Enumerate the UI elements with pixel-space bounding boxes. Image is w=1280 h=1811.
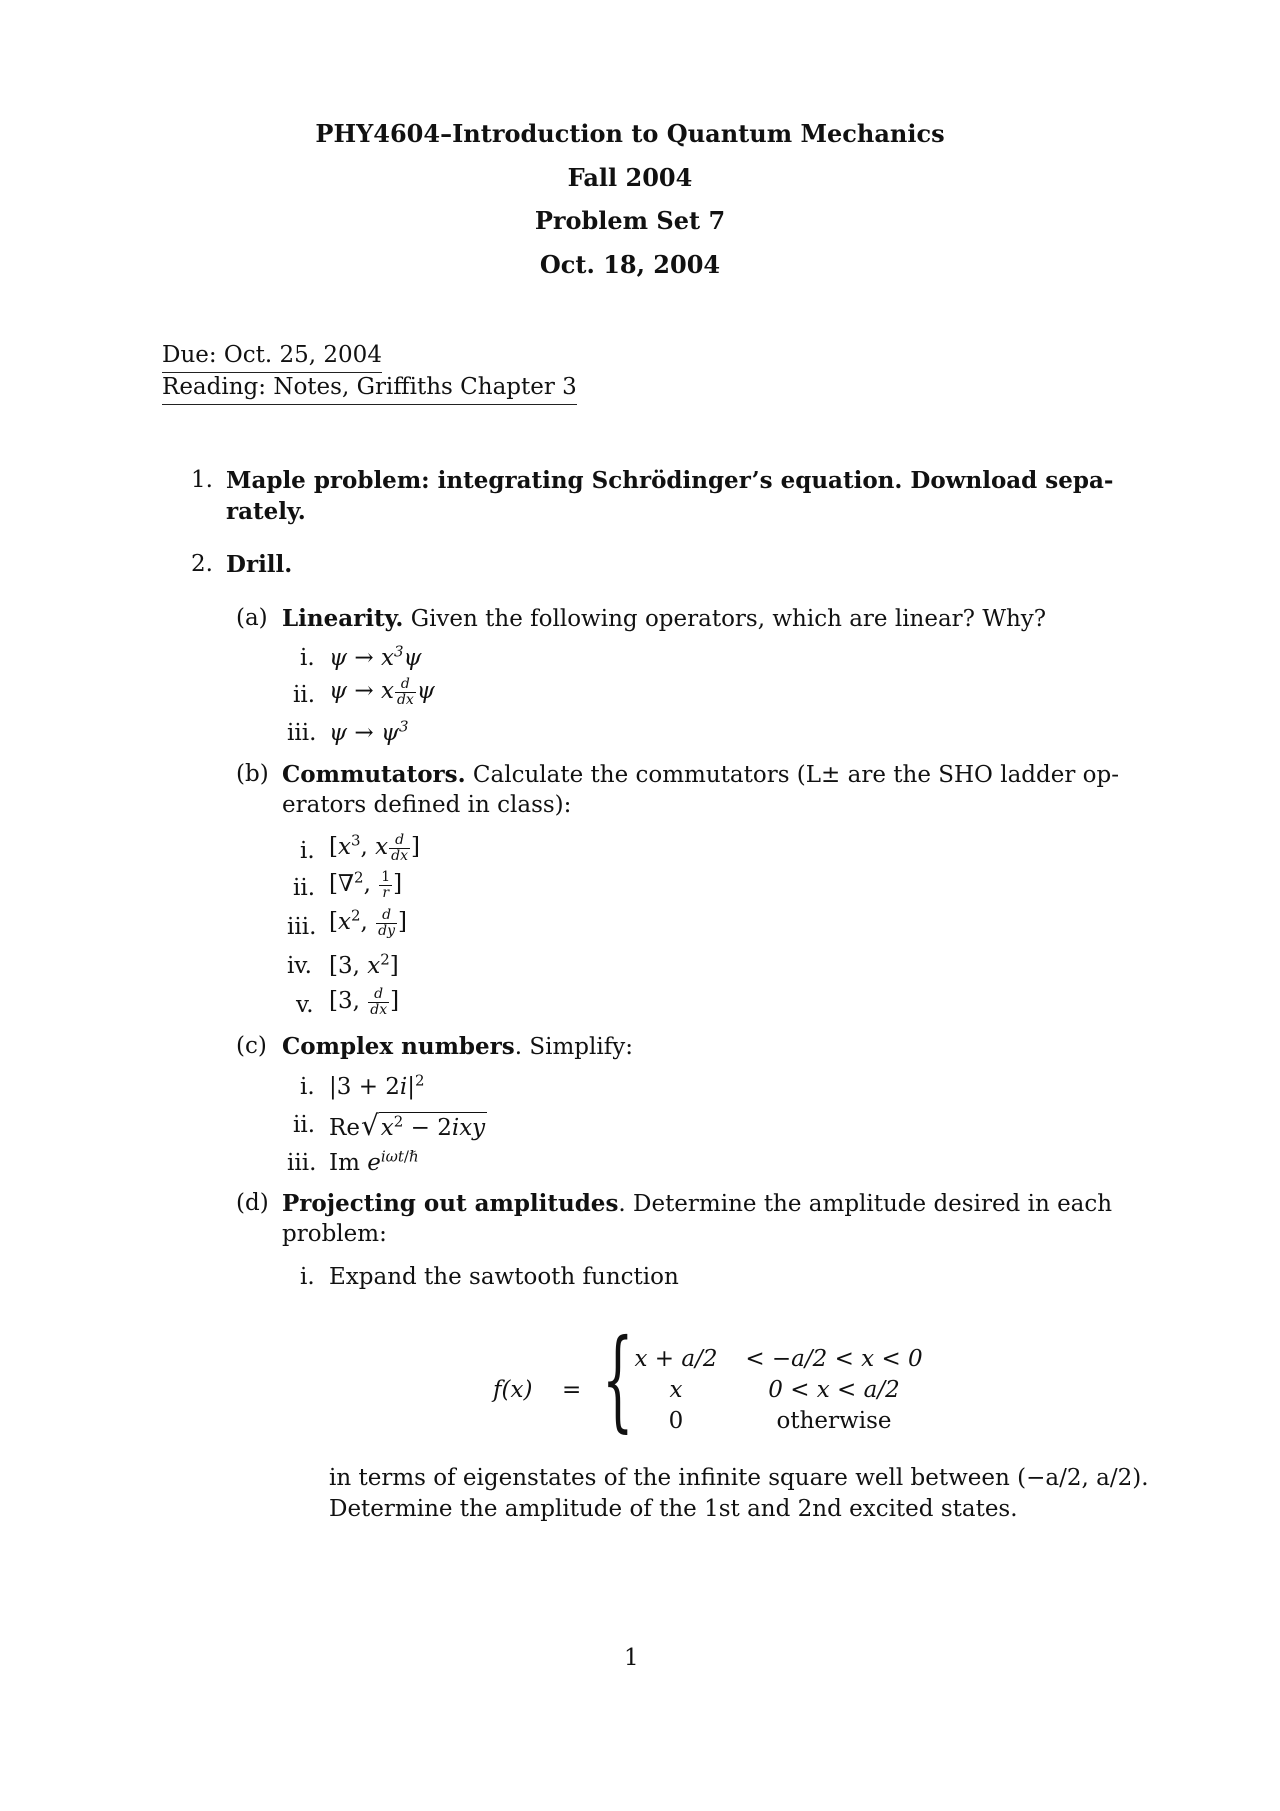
part-b-item-4-expr: [3, $x^2$] (329, 950, 399, 979)
part-b-item-4-label: iv. (287, 953, 312, 979)
piecewise-row-2-expr: x (669, 1377, 683, 1403)
piecewise-lhs: f(x) (493, 1377, 533, 1403)
page-number: 1 (624, 1645, 639, 1671)
part-b-item-3-expr: [$x^2$, $\frac{d}{dy}$ ] (329, 906, 407, 939)
part-c-item-2-expr: $Re√x^2 - 2ixy$ (329, 1109, 486, 1142)
course-title: PHY4604–Introduction to Quantum Mechanics (315, 119, 945, 148)
piecewise-brace: { (602, 1315, 634, 1443)
piecewise-row-1-cond: < −a/2 < x < 0 (745, 1346, 923, 1372)
piecewise-row-3-expr: 0 (668, 1408, 684, 1434)
due-date: Due: Oct. 25, 2004 (162, 340, 382, 373)
due-line (162, 340, 382, 373)
part-c-item-2-label: ii. (293, 1112, 316, 1138)
part-d-after-line1: in terms of eigenstates of the infinite square well between (−a/2, a/2). (329, 1465, 1149, 1491)
part-a-item-3-expr: $\psi \to \psi^3$ (329, 717, 409, 746)
part-b-label: (b) (236, 761, 269, 787)
part-a-item-3-label: iii. (287, 720, 317, 746)
part-c-item-3-expr: Im $e^{i\omega t/\hbar}$ (329, 1147, 419, 1176)
problem-set-title: Problem Set 7 (534, 206, 726, 235)
part-a-item-1-label: i. (300, 645, 315, 671)
part-b-item-3-label: iii. (287, 914, 317, 940)
problem-2-number: 2. (191, 551, 213, 577)
part-c-item-1-label: i. (300, 1074, 315, 1100)
piecewise-equals: = (562, 1377, 582, 1403)
part-b-text-line2: erators defined in class): (282, 792, 572, 818)
part-c-item-1-expr: $|3 + 2i|^2$ (329, 1071, 425, 1100)
part-a-item-2-expr: ψ → x $\frac{d}{dx}$ ψ (329, 675, 435, 708)
reading-line (162, 372, 577, 405)
part-a-label: (a) (236, 605, 268, 631)
part-b-item-2-label: ii. (293, 875, 316, 901)
part-c-item-3-label: iii. (287, 1150, 317, 1176)
part-b-heading-line1 (282, 759, 1119, 791)
part-a-heading (282, 603, 1046, 635)
part-c-title: Complex numbers (282, 1033, 515, 1060)
piecewise-row-2-cond: 0 < x < a/2 (768, 1377, 900, 1403)
part-a-item-2-label: ii. (293, 682, 316, 708)
part-d-item-1-text: Expand the sawtooth function (329, 1264, 679, 1290)
reading-assignment: Reading: Notes, Griffiths Chapter 3 (162, 372, 577, 405)
part-b-item-2-expr: [∇$^2$, $\frac{1}{r}$ ] (329, 868, 403, 901)
problem-1-title-line2: rately. (226, 498, 306, 525)
part-b-title: Commutators. (282, 761, 466, 788)
term: Fall 2004 (567, 163, 693, 192)
part-d-label: (d) (236, 1190, 269, 1216)
part-d-text-line1: . Determine the amplitude desired in each (618, 1191, 1113, 1217)
part-d-title: Projecting out amplitudes (282, 1190, 619, 1217)
part-a-item-1-expr: $\psi \to x^3\psi$ (329, 642, 422, 671)
issue-date: Oct. 18, 2004 (539, 250, 721, 279)
part-d-after-line2: Determine the amplitude of the 1st and 2nd excited states. (329, 1496, 1018, 1522)
part-a-text: Given the following operators, which are linear? Why? (403, 606, 1047, 632)
part-c-label: (c) (236, 1033, 267, 1059)
part-b-item-5-expr: [3, $\frac{d}{dx}$ ] (329, 985, 400, 1018)
part-c-heading (282, 1031, 633, 1063)
part-a-title: Linearity. (282, 605, 404, 632)
part-b-item-1-label: i. (300, 838, 315, 864)
piecewise-row-1-expr: x + a/2 (634, 1346, 718, 1372)
part-d-item-1-label: i. (300, 1264, 315, 1290)
problem-2-title: Drill. (226, 551, 293, 578)
piecewise-row-3-cond: otherwise (776, 1408, 892, 1434)
part-c-text: . Simplify: (514, 1034, 633, 1060)
part-b-item-5-label: v. (296, 992, 314, 1018)
problem-1-title-line1: Maple problem: integrating Schrödinger’s equation. Download sepa- (226, 467, 1114, 494)
problem-1-number: 1. (191, 467, 213, 493)
part-d-text-line2: problem: (282, 1221, 387, 1247)
part-d-heading-line1 (282, 1188, 1112, 1220)
part-b-text-line1: Calculate the commutators (L± are the SHO ladder op- (465, 762, 1119, 788)
part-b-item-1-expr: [$x^3$, x $\frac{d}{dx}$ ] (329, 831, 420, 864)
